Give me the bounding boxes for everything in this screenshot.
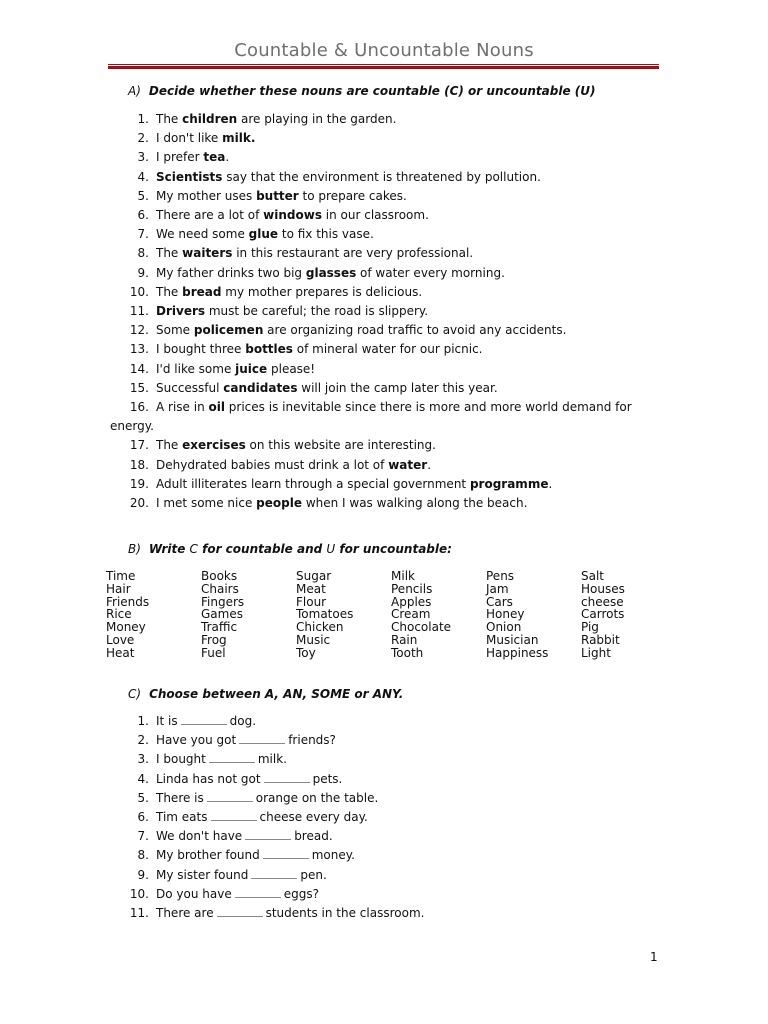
item-text-pre: My brother found (156, 848, 260, 863)
item-text-pre: Have you got (156, 733, 237, 748)
noun-cell: Toy (296, 645, 316, 660)
list-item (110, 475, 650, 494)
noun-cell: Fingers (201, 594, 245, 609)
item-text-post: of water every morning. (356, 265, 505, 280)
item-text-post: dog. (229, 714, 257, 728)
item-text-pre: There is (156, 790, 204, 805)
item-text (110, 750, 650, 769)
item-text-post: money. (311, 848, 355, 863)
section-c-letter: C) (128, 687, 142, 701)
answer-blank (207, 792, 253, 802)
list-item (110, 731, 650, 750)
item-text-pre: It is (156, 714, 178, 728)
item-text (110, 475, 650, 494)
list-item (110, 129, 650, 148)
answer-blank (181, 715, 227, 725)
item-text-pre: Successful (156, 380, 224, 395)
list-item (110, 360, 650, 379)
item-text-post: pen. (300, 867, 327, 882)
noun-cell: Love (106, 632, 135, 647)
list-item (110, 750, 650, 769)
item-text (110, 494, 650, 513)
item-text-pre: Do you have (156, 886, 232, 901)
noun-cell: Music (296, 632, 331, 647)
section-c-instruction: Choose between A, AN, SOME or ANY. (149, 687, 404, 701)
section-c-list (110, 712, 650, 923)
list-item (110, 244, 650, 263)
noun-cell: Milk (391, 569, 415, 583)
noun-cell: Light (581, 645, 611, 660)
item-number: 16. (129, 400, 149, 415)
item-text (110, 731, 650, 750)
noun-cell: Tomatoes (296, 607, 354, 622)
noun-cell: Apples (391, 594, 432, 609)
item-number: 2. (137, 733, 149, 748)
item-number: 10. (129, 886, 149, 901)
item-text-post: eggs? (283, 886, 319, 901)
noun-cell: Pencils (391, 581, 433, 596)
item-text (110, 808, 650, 827)
item-noun: Scientists (156, 169, 223, 184)
item-text-post: must be careful; the road is slippery. (205, 304, 429, 319)
section-b-instruction-post: for uncountable: (335, 542, 452, 556)
item-text-post: please! (267, 361, 316, 376)
item-text-pre: I met some nice (156, 496, 257, 511)
item-text-pre: Adult illiterates learn through a special government (156, 476, 470, 491)
item-noun: candidates (223, 380, 298, 395)
item-number: 3. (137, 752, 149, 767)
item-number: 17. (129, 438, 149, 453)
item-text (110, 712, 650, 731)
noun-cell: Money (106, 620, 146, 635)
item-number: 9. (137, 265, 149, 280)
item-number: 18. (129, 457, 149, 472)
section-a-list (110, 110, 650, 513)
item-text-pre: There are (156, 906, 214, 921)
item-text (110, 225, 650, 244)
section-b-instruction-pre: Write (148, 542, 190, 556)
item-text (110, 302, 650, 321)
item-text-post: to fix this vase. (278, 227, 374, 242)
section-a-instruction: Decide whether these nouns are countable (C) or uncountable (U) (148, 84, 596, 98)
section-b-instruction-mid: for countable and (197, 542, 327, 556)
item-text-pre: The (156, 438, 183, 453)
list-item (110, 398, 650, 436)
list-item (110, 770, 650, 789)
item-text-pre: Dehydrated babies must drink a lot of (156, 457, 389, 472)
item-text-post: of mineral water for our picnic. (292, 342, 483, 357)
list-item (110, 827, 650, 846)
item-text (110, 321, 650, 340)
item-text-pre: Linda has not got (156, 771, 261, 786)
item-text-post: are playing in the garden. (237, 112, 397, 126)
noun-cell: Cars (486, 594, 513, 609)
item-number: 14. (129, 361, 149, 376)
item-text-post: in our classroom. (321, 208, 429, 223)
section-b-letter: B) (128, 542, 141, 556)
list-item (110, 110, 650, 129)
noun-cell: Meat (296, 581, 326, 596)
item-number: 5. (137, 790, 149, 805)
item-number: 3. (137, 150, 149, 165)
item-number: 6. (137, 810, 149, 825)
item-text-post: . (548, 476, 553, 491)
answer-blank (264, 773, 310, 783)
item-text-post: bread. (294, 829, 333, 844)
item-text-post: will join the camp later this year. (297, 380, 498, 395)
noun-cell: Games (201, 607, 243, 622)
noun-cell: Onion (486, 620, 522, 635)
item-text (110, 789, 650, 808)
list-item (110, 340, 650, 359)
list-item (110, 302, 650, 321)
noun-cell: Flour (296, 594, 327, 609)
item-text (110, 436, 650, 455)
item-number: 4. (137, 771, 149, 786)
page-number: 1 (650, 950, 658, 964)
item-number: 4. (137, 169, 149, 184)
item-text-post: when I was walking along the beach. (302, 496, 528, 511)
noun-cell: Sugar (296, 569, 332, 583)
item-number: 13. (129, 342, 149, 357)
noun-cell: Books (201, 569, 238, 583)
item-number: 7. (137, 829, 149, 844)
item-text-post: milk. (257, 752, 287, 767)
item-text (110, 283, 650, 302)
item-number: 5. (137, 188, 149, 203)
list-item (110, 321, 650, 340)
answer-blank (209, 753, 255, 763)
item-noun: water (388, 457, 428, 472)
item-noun: people (256, 496, 302, 511)
item-text-continued: energy. (110, 419, 154, 434)
section-b-heading (128, 542, 452, 556)
item-noun: milk. (222, 131, 256, 146)
item-text (110, 866, 650, 885)
item-text-post: on this website are interesting. (245, 438, 436, 453)
list-item (110, 436, 650, 455)
answer-blank (217, 907, 263, 917)
list-item (110, 456, 650, 475)
noun-cell: Houses (581, 581, 625, 596)
item-noun: waiters (182, 246, 233, 261)
list-item (110, 866, 650, 885)
noun-cell: Rain (391, 632, 418, 647)
noun-cell: Heat (106, 645, 135, 660)
item-text-post: are organizing road traffic to avoid any accidents. (263, 323, 567, 338)
item-text-pre: I bought (156, 752, 206, 767)
noun-cell: Musician (486, 632, 539, 647)
page-title: Countable & Uncountable Nouns (234, 40, 534, 61)
item-noun: tea (203, 150, 226, 165)
item-text (110, 456, 650, 475)
item-text (110, 148, 650, 167)
answer-blank (263, 849, 309, 859)
list-item (110, 885, 650, 904)
noun-cell: Friends (106, 594, 150, 609)
noun-cell: cheese (581, 594, 624, 609)
item-text (110, 885, 650, 904)
noun-cell: Rabbit (581, 632, 620, 647)
list-item (110, 789, 650, 808)
noun-cell: Traffic (201, 620, 238, 635)
item-text-pre: Some (156, 323, 194, 338)
list-item (110, 264, 650, 283)
item-text-post: prices is inevitable since there is more and more world demand for (224, 400, 632, 415)
item-text-post: pets. (312, 771, 343, 786)
item-number: 15. (129, 380, 149, 395)
item-text-pre: I'd like some (156, 361, 236, 376)
item-noun: butter (256, 188, 299, 203)
title-rule-thin (108, 64, 659, 65)
item-noun: bottles (245, 342, 293, 357)
item-text-post: . (427, 457, 432, 472)
list-item (110, 846, 650, 865)
item-text-pre: My father drinks two big (156, 265, 306, 280)
item-text (110, 264, 650, 283)
item-noun: policemen (193, 323, 264, 338)
noun-cell: Jam (486, 581, 509, 596)
item-number: 12. (129, 323, 149, 338)
item-text-pre: My sister found (156, 867, 249, 882)
noun-cell: Pig (581, 620, 599, 635)
list-item (110, 712, 650, 731)
item-number: 20. (129, 496, 149, 511)
item-number: 10. (129, 284, 149, 299)
item-number: 7. (137, 227, 149, 242)
item-text (110, 379, 650, 398)
item-text-pre: I prefer (156, 150, 204, 165)
item-text (110, 110, 650, 129)
item-text-post: orange on the table. (255, 790, 379, 805)
item-noun: bread (182, 284, 222, 299)
answer-blank (245, 830, 291, 840)
item-text-pre: I bought three (156, 342, 246, 357)
item-text-pre: We don't have (156, 829, 243, 844)
item-noun: glue (248, 227, 279, 242)
noun-cell: Chicken (296, 620, 344, 635)
list-item (110, 187, 650, 206)
item-number: 11. (129, 906, 149, 921)
item-number: 1. (137, 112, 149, 126)
section-a-heading (128, 84, 596, 98)
item-text (110, 168, 650, 187)
noun-cell: Time (106, 569, 136, 583)
item-noun: exercises (182, 438, 246, 453)
item-text-post: in this restaurant are very professional. (232, 246, 474, 261)
item-text (110, 187, 650, 206)
section-b-u: U (326, 542, 336, 556)
item-noun: glasses (305, 265, 357, 280)
noun-cell: Happiness (486, 645, 549, 660)
section-a-letter: A) (128, 84, 141, 98)
section-c-heading (128, 687, 403, 701)
item-noun: children (182, 112, 238, 126)
item-text-pre: My mother uses (156, 188, 257, 203)
list-item (110, 168, 650, 187)
item-noun: windows (263, 208, 322, 223)
item-noun: oil (208, 400, 225, 415)
list-item (110, 379, 650, 398)
item-text (110, 827, 650, 846)
list-item (110, 808, 650, 827)
list-item (110, 206, 650, 225)
item-text-pre: The (156, 112, 183, 126)
item-number: 8. (137, 848, 149, 863)
answer-blank (211, 811, 257, 821)
item-text (110, 904, 650, 923)
item-number: 1. (137, 714, 149, 728)
item-noun: programme (469, 476, 549, 491)
item-text (110, 846, 650, 865)
item-text-pre: There are a lot of (156, 208, 264, 223)
section-b-c: C (189, 542, 198, 556)
item-text-pre: A rise in (156, 400, 209, 415)
noun-cell: Rice (106, 607, 132, 622)
item-text (110, 770, 650, 789)
item-number: 9. (137, 867, 149, 882)
answer-blank (235, 888, 281, 898)
item-noun: juice (235, 361, 268, 376)
answer-blank (251, 869, 297, 879)
item-text-pre: The (156, 246, 183, 261)
list-item (110, 225, 650, 244)
item-noun: Drivers (156, 304, 206, 319)
list-item (110, 283, 650, 302)
noun-cell: Salt (581, 569, 605, 583)
list-item (110, 494, 650, 513)
item-number: 19. (129, 476, 149, 491)
item-text-pre: The (156, 284, 183, 299)
noun-cell: Hair (106, 581, 131, 596)
item-number: 8. (137, 246, 149, 261)
item-text-pre: We need some (156, 227, 249, 242)
noun-cell: Honey (486, 607, 525, 622)
item-text-post: students in the classroom. (265, 906, 425, 921)
item-text (110, 360, 650, 379)
item-text-pre: I don't like (156, 131, 223, 146)
title-rule-thick (108, 66, 659, 69)
item-text-post: friends? (288, 733, 336, 748)
item-text-post: say that the environment is threatened by pollution. (222, 169, 541, 184)
noun-grid (106, 570, 666, 660)
noun-cell: Frog (201, 632, 227, 647)
item-text (110, 129, 650, 148)
item-number: 2. (137, 131, 149, 146)
noun-cell: Cream (391, 607, 431, 622)
list-item (110, 148, 650, 167)
noun-cell: Pens (486, 569, 515, 583)
answer-blank (239, 734, 285, 744)
item-number: 6. (137, 208, 149, 223)
item-text (110, 340, 650, 359)
noun-cell: Carrots (581, 607, 625, 622)
noun-cell: Fuel (201, 645, 226, 660)
item-text-pre: Tim eats (156, 810, 208, 825)
noun-cell: Chairs (201, 581, 239, 596)
item-text-post: my mother prepares is delicious. (221, 284, 423, 299)
item-number: 11. (129, 304, 149, 319)
item-text-post: cheese every day. (259, 810, 368, 825)
item-text (110, 398, 650, 417)
item-text-post: to prepare cakes. (298, 188, 407, 203)
noun-cell: Tooth (391, 645, 424, 660)
list-item (110, 904, 650, 923)
item-text (110, 206, 650, 225)
item-text-post: . (225, 150, 230, 165)
item-text (110, 244, 650, 263)
noun-cell: Chocolate (391, 620, 452, 635)
